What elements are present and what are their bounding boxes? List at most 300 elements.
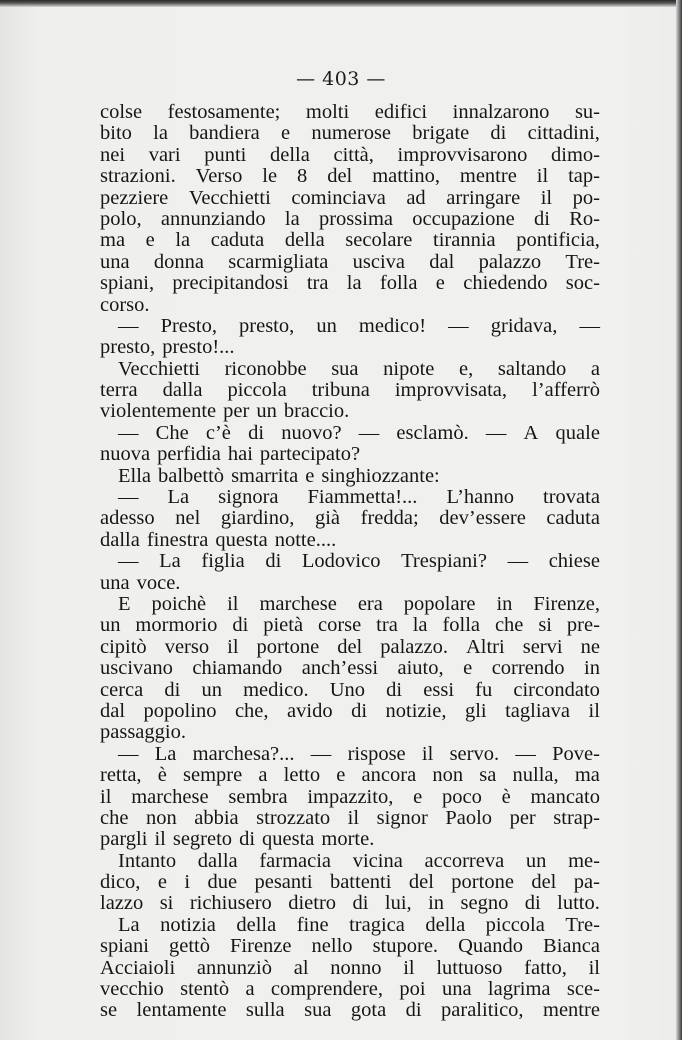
word: anch’essi xyxy=(301,657,379,680)
word: vecchio xyxy=(100,978,164,1001)
word: ancora xyxy=(361,764,417,787)
word: una xyxy=(100,250,130,273)
word: — xyxy=(579,314,600,337)
word: a xyxy=(258,764,268,787)
word: — xyxy=(485,421,507,444)
word: caduta xyxy=(546,507,600,530)
word: numerose xyxy=(311,122,392,145)
word: stentò xyxy=(180,978,230,1001)
word: è xyxy=(157,764,167,787)
word: fu xyxy=(475,678,493,701)
word: nel xyxy=(175,507,201,530)
word: sempre xyxy=(183,764,243,787)
word: strap- xyxy=(553,806,600,829)
word: — xyxy=(507,550,529,573)
word: soc- xyxy=(565,272,600,295)
word: il xyxy=(536,165,549,188)
text-line xyxy=(100,316,600,337)
word: si xyxy=(159,892,174,915)
word: improvvisata, xyxy=(394,379,508,402)
word: lentamente xyxy=(136,999,227,1022)
word: nuovo? xyxy=(281,421,342,444)
word: il xyxy=(100,785,112,808)
word: Vecchietti xyxy=(188,186,271,209)
word: E xyxy=(118,592,131,615)
word: in xyxy=(428,892,445,915)
word: cominciava xyxy=(291,186,386,209)
word: che xyxy=(494,614,524,637)
word: violentemente xyxy=(100,400,217,423)
word: il xyxy=(540,186,553,209)
word: e xyxy=(157,871,167,894)
word: medico. xyxy=(243,678,309,701)
word: nuova xyxy=(100,443,151,466)
word: lazzo xyxy=(100,892,144,915)
word: Verso xyxy=(195,165,243,188)
text-line xyxy=(100,594,600,615)
word: caduta xyxy=(210,229,265,252)
word: poi xyxy=(399,978,426,1001)
word: il xyxy=(588,699,600,722)
word: dimo- xyxy=(551,143,600,166)
text-line xyxy=(100,423,600,444)
word: un xyxy=(201,678,222,701)
word: della xyxy=(425,913,466,936)
word: — xyxy=(515,742,536,765)
word: la xyxy=(346,272,362,295)
word: della xyxy=(236,913,277,936)
word: a xyxy=(590,357,600,380)
word: mancato xyxy=(530,785,600,808)
word: palazzo xyxy=(478,250,542,273)
word: sua xyxy=(331,357,359,380)
word: uscivano xyxy=(100,657,173,680)
word: il xyxy=(154,828,166,851)
word: di xyxy=(534,207,550,230)
word: Altri xyxy=(465,635,505,658)
word: voce. xyxy=(136,571,181,594)
word: occupazione xyxy=(412,207,515,230)
word: questa xyxy=(215,528,268,551)
word: marchese xyxy=(259,592,337,615)
text-line xyxy=(100,102,600,123)
page-number: — 403 — xyxy=(296,68,386,90)
word: questa xyxy=(262,828,315,851)
word: marchesa?... xyxy=(192,742,295,765)
word: scarmigliata xyxy=(228,250,329,273)
word: il xyxy=(403,956,415,979)
text-line xyxy=(100,401,600,422)
word: tragica xyxy=(349,913,405,936)
word: pezziere xyxy=(100,186,169,209)
word: di xyxy=(352,892,369,915)
word: Ro- xyxy=(569,207,600,230)
word: colse xyxy=(100,101,143,123)
word: di xyxy=(405,999,422,1022)
word: letto xyxy=(283,764,321,787)
word: spiani xyxy=(100,935,149,958)
text-line xyxy=(100,615,600,636)
word: di xyxy=(524,892,541,915)
word: al xyxy=(293,956,309,979)
word: Acciaioli xyxy=(100,956,176,979)
word: dalla xyxy=(162,379,203,402)
word: segno xyxy=(460,892,509,915)
word: aiuto, xyxy=(397,657,444,680)
word: dico, xyxy=(100,871,141,894)
word: smarrita xyxy=(231,464,299,487)
word: chiedendo xyxy=(463,272,548,295)
word: per xyxy=(509,806,536,829)
word: abbia xyxy=(194,806,239,829)
word: — xyxy=(118,550,139,573)
word: secolare xyxy=(345,229,413,252)
word: due xyxy=(207,871,238,894)
word: dalla xyxy=(197,849,238,872)
word: tap- xyxy=(568,165,600,188)
word: terra xyxy=(100,379,138,402)
word: Tre- xyxy=(565,913,600,936)
word: — xyxy=(448,314,469,337)
word: presto, xyxy=(100,336,156,359)
word: usciva xyxy=(352,250,406,273)
text-line xyxy=(100,487,600,508)
text-line xyxy=(100,637,600,658)
text-line xyxy=(100,230,600,251)
text-line xyxy=(100,744,600,765)
word: me- xyxy=(568,849,600,872)
text-line xyxy=(100,337,600,358)
word: spiani, xyxy=(100,272,155,295)
word: improvvisarono xyxy=(397,143,528,166)
word: il xyxy=(227,635,239,658)
word: mentre xyxy=(459,165,517,188)
word: dal xyxy=(429,250,455,273)
word: bandiera xyxy=(189,122,260,145)
text-line xyxy=(100,209,600,230)
word: che xyxy=(100,806,129,829)
word: e xyxy=(413,785,423,808)
word: palazzo. xyxy=(380,635,448,658)
word: — xyxy=(358,421,380,444)
word: sulla xyxy=(245,999,285,1022)
word: tra xyxy=(376,614,398,637)
word: — xyxy=(310,742,332,765)
word: il xyxy=(347,806,360,829)
word: del xyxy=(327,165,353,188)
word: brigate xyxy=(412,122,470,145)
word: cittadini, xyxy=(527,122,600,145)
word: popolare xyxy=(403,592,476,615)
word: luttuoso xyxy=(436,956,503,979)
word: del xyxy=(408,871,434,894)
word: e xyxy=(463,657,473,680)
text-line xyxy=(100,380,600,401)
word: sembra xyxy=(228,785,288,808)
word: che, xyxy=(234,699,269,722)
word: Quando xyxy=(458,935,523,958)
word: pontificia, xyxy=(516,229,600,252)
word: marchese xyxy=(131,785,209,808)
word: il xyxy=(421,742,434,765)
word: una xyxy=(100,571,130,594)
word: giardino, xyxy=(220,507,295,530)
word: A xyxy=(523,421,539,444)
text-line xyxy=(100,658,600,679)
text-line xyxy=(100,466,600,487)
word: pietà xyxy=(263,614,304,637)
word: sua xyxy=(304,999,332,1022)
word: di xyxy=(232,614,249,637)
text-line xyxy=(100,188,600,209)
word: ad xyxy=(406,186,426,209)
word: balbettò xyxy=(158,464,225,487)
word: La xyxy=(167,486,190,509)
word: finestra xyxy=(146,528,209,551)
word: una xyxy=(441,978,472,1001)
word: dietro xyxy=(288,892,337,915)
word: La xyxy=(118,913,140,936)
word: lutto. xyxy=(557,892,600,915)
word: in xyxy=(584,657,600,680)
word: riconobbe xyxy=(224,357,307,380)
word: Intanto xyxy=(118,849,177,872)
word: portone xyxy=(451,871,514,894)
word: essi xyxy=(423,678,455,701)
text-line xyxy=(100,145,600,166)
word: La xyxy=(154,742,177,765)
word: poco xyxy=(442,785,482,808)
word: corse xyxy=(317,614,362,637)
word: un xyxy=(316,314,337,337)
word: il xyxy=(588,956,600,979)
word: bito xyxy=(100,122,132,145)
word: dalla xyxy=(100,528,140,551)
word: del xyxy=(337,635,363,658)
word: esclamò. xyxy=(396,421,469,444)
text-line xyxy=(100,123,600,144)
word: Trespiani? xyxy=(401,550,487,573)
word: pre- xyxy=(566,614,600,637)
word: battenti xyxy=(329,871,392,894)
text-line xyxy=(100,273,600,294)
word: mormorio xyxy=(135,614,218,637)
word: tribuna xyxy=(311,379,370,402)
word: notte.... xyxy=(274,528,337,551)
word: la xyxy=(175,229,191,252)
word: città, xyxy=(333,143,374,166)
word: pargli xyxy=(100,828,148,851)
word: su- xyxy=(574,101,600,123)
word: molti xyxy=(305,101,350,123)
word: po- xyxy=(572,186,600,209)
word: impazzito, xyxy=(307,785,394,808)
word: gota xyxy=(350,999,387,1022)
word: lui, xyxy=(384,892,412,915)
word: precipitandosi xyxy=(172,272,289,295)
text-line xyxy=(100,893,600,914)
word: servo. xyxy=(449,742,500,765)
scan-edge-top xyxy=(0,0,682,7)
word: notizia xyxy=(160,913,216,936)
word: paralitico, xyxy=(441,999,524,1022)
word: la xyxy=(412,614,428,637)
word: se xyxy=(100,999,118,1022)
word: Lodovico xyxy=(301,550,381,573)
text-line xyxy=(100,166,600,187)
word: pesanti xyxy=(254,871,313,894)
word: e xyxy=(435,272,445,295)
text-line xyxy=(100,808,600,829)
word: gridava, xyxy=(490,314,558,337)
text-line xyxy=(100,722,600,743)
text-line xyxy=(100,508,600,529)
word: lagrima xyxy=(487,978,551,1001)
word: nulla, xyxy=(512,764,559,787)
word: adesso xyxy=(100,507,155,530)
word: Pove- xyxy=(552,742,600,765)
word: donna xyxy=(153,250,204,273)
word: — xyxy=(118,421,139,444)
text-line xyxy=(100,252,600,273)
word: nei xyxy=(100,143,126,166)
body-text xyxy=(100,102,600,1022)
text-line xyxy=(100,551,600,572)
word: morte. xyxy=(321,828,375,851)
word: Ella xyxy=(118,464,152,487)
word: del xyxy=(531,871,557,894)
word: partecipato? xyxy=(259,443,361,466)
word: strozzato xyxy=(256,806,331,829)
word: della xyxy=(284,229,325,252)
word: segreto xyxy=(172,828,233,851)
word: edifici xyxy=(374,101,428,123)
word: circondato xyxy=(513,678,600,701)
word: La xyxy=(159,550,181,573)
word: Firenze, xyxy=(533,592,600,615)
word: è xyxy=(501,785,511,808)
text-line xyxy=(100,851,600,872)
text-line xyxy=(100,829,600,850)
word: poichè xyxy=(151,592,207,615)
word: polo, xyxy=(100,207,142,230)
word: 8 xyxy=(297,165,308,188)
word: per xyxy=(223,400,250,423)
word: mentre xyxy=(543,999,600,1022)
word: di xyxy=(164,678,181,701)
text-line xyxy=(100,444,600,465)
text-line xyxy=(100,295,600,316)
word: rispose xyxy=(347,742,406,765)
word: dev’essere xyxy=(439,507,526,530)
word: della xyxy=(270,143,310,166)
text-line xyxy=(100,958,600,979)
word: innalzarono xyxy=(452,101,550,123)
word: non xyxy=(145,806,177,829)
word: fredda; xyxy=(360,507,419,530)
word: chiamando xyxy=(192,657,283,680)
word: cipitò xyxy=(100,635,147,658)
word: verso xyxy=(164,635,210,658)
word: la xyxy=(284,207,300,230)
word: presto, xyxy=(239,314,295,337)
word: era xyxy=(357,592,383,615)
word: e xyxy=(336,764,346,787)
word: in xyxy=(496,592,513,615)
word: presto!... xyxy=(162,336,235,359)
word: braccio. xyxy=(283,400,350,423)
text-line xyxy=(100,573,600,594)
word: avido xyxy=(287,699,333,722)
word: Firenze xyxy=(230,935,292,958)
word: portone xyxy=(256,635,320,658)
word: e xyxy=(305,464,315,487)
word: Paolo xyxy=(445,806,493,829)
word: un xyxy=(525,849,547,872)
word: si xyxy=(538,614,552,637)
scan-edge-right xyxy=(676,0,682,1040)
word: la xyxy=(153,122,168,145)
text-line xyxy=(100,701,600,722)
word: nello xyxy=(311,935,353,958)
word: annunziò xyxy=(196,956,273,979)
word: fatto, xyxy=(524,956,567,979)
word: di xyxy=(351,699,368,722)
word: c’è xyxy=(205,421,231,444)
word: — xyxy=(118,742,139,765)
word: il xyxy=(227,592,239,615)
word: ma xyxy=(100,229,126,252)
word: le xyxy=(262,165,278,188)
word: e xyxy=(280,122,291,145)
word: gettò xyxy=(169,935,210,958)
word: notizie, xyxy=(385,699,447,722)
word: gli xyxy=(464,699,487,722)
word: vari xyxy=(148,143,181,166)
word: trovata xyxy=(543,486,600,509)
word: di xyxy=(386,678,403,701)
word: annunziando xyxy=(160,207,266,230)
word: folla xyxy=(442,614,481,637)
word: richiusero xyxy=(189,892,272,915)
word: popolino xyxy=(143,699,217,722)
text-line xyxy=(100,872,600,893)
word: di xyxy=(490,122,507,145)
text-line xyxy=(100,359,600,380)
word: servi xyxy=(522,635,563,658)
word: festosamente; xyxy=(167,101,281,123)
word: correndo xyxy=(491,657,565,680)
word: piccola xyxy=(227,379,287,402)
word: Uno xyxy=(329,678,366,701)
text-line xyxy=(100,979,600,1000)
word: e xyxy=(145,229,155,252)
word: sa xyxy=(479,764,497,787)
word: folla xyxy=(379,272,418,295)
word: di xyxy=(248,421,265,444)
word: hai xyxy=(227,443,253,466)
word: Fiammetta!... xyxy=(307,486,418,509)
word: singhiozzante: xyxy=(321,464,440,487)
word: mattino, xyxy=(372,165,440,188)
text-line xyxy=(100,680,600,701)
word: l’afferrò xyxy=(532,379,600,402)
word: di xyxy=(239,828,256,851)
word: passaggio. xyxy=(100,721,186,744)
word: corso. xyxy=(100,293,150,316)
text-line xyxy=(100,787,600,808)
word: Vecchietti xyxy=(118,357,200,380)
